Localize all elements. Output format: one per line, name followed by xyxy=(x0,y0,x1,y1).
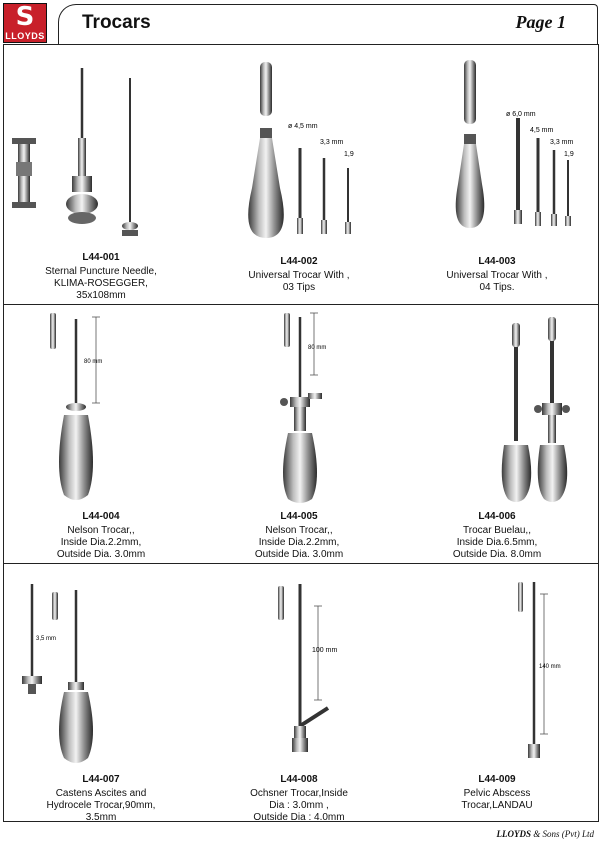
dim-label: 3,3 mm xyxy=(550,139,574,146)
product-card[interactable] xyxy=(200,305,398,563)
product-card[interactable] xyxy=(200,564,398,822)
product-code: L44-008 xyxy=(280,774,318,785)
page-header xyxy=(0,0,600,46)
product-description: Ochsner Trocar,Inside Dia : 3.0mm , Outside Dia : 4.0mm xyxy=(250,788,348,823)
dim-label: 4,5 mm xyxy=(530,127,554,134)
universal-trocar-3-tips-image xyxy=(200,58,398,248)
product-card[interactable] xyxy=(2,564,200,822)
dim-label: 100 mm xyxy=(312,647,338,654)
dim-label: 80 mm xyxy=(308,345,327,351)
product-description: Trocar Buelau,, Inside Dia.6.5mm, Outside Dia. 8.0mm xyxy=(452,525,542,560)
footer-brand: LLOYDS xyxy=(496,829,531,839)
product-card[interactable] xyxy=(398,46,596,304)
product-description: Sternal Puncture Needle, KLIMA-ROSEGGER, 35x108mm xyxy=(45,266,157,301)
product-card[interactable] xyxy=(2,305,200,563)
dim-label: 3,3 mm xyxy=(320,139,344,146)
pelvic-abscess-trocar-image xyxy=(398,576,596,766)
footer-company: & Sons (Pvt) Ltd xyxy=(531,829,594,839)
dim-label: 1,9 xyxy=(344,151,354,158)
product-code: L44-009 xyxy=(478,774,516,785)
trocar-buelau-image xyxy=(398,309,596,505)
nelson-trocar-stopcock-image xyxy=(200,309,398,505)
universal-trocar-4-tips-image xyxy=(398,58,596,248)
product-description: Nelson Trocar,, Inside Dia.2.2mm, Outside Dia. 3.0mm xyxy=(56,525,146,560)
page-title: Trocars xyxy=(82,12,151,33)
dim-label: 1,9 xyxy=(564,151,574,158)
page-footer xyxy=(497,829,595,839)
product-code: L44-005 xyxy=(280,511,318,522)
product-description: Universal Trocar With , 03 Tips xyxy=(248,270,350,293)
product-code: L44-003 xyxy=(478,256,516,267)
product-code: L44-007 xyxy=(82,774,120,785)
product-code: L44-004 xyxy=(82,511,120,522)
product-description: Universal Trocar With , 04 Tips. xyxy=(446,270,548,293)
castens-trocar-image xyxy=(2,576,200,766)
dim-label: 3,5 mm xyxy=(36,636,57,642)
nelson-trocar-image xyxy=(2,309,200,505)
sternal-needle-image xyxy=(2,58,200,248)
dim-label: ø 4,5 mm xyxy=(288,123,318,130)
dim-label: 140 mm xyxy=(539,664,561,670)
product-code: L44-006 xyxy=(478,511,516,522)
dim-label: ø 6,0 mm xyxy=(506,111,536,118)
page-number: Page 1 xyxy=(515,12,566,32)
product-card[interactable] xyxy=(2,46,200,304)
product-description: Pelvic Abscess Trocar,LANDAU xyxy=(461,788,533,811)
product-code: L44-001 xyxy=(82,252,120,263)
product-description: Nelson Trocar,, Inside Dia.2.2mm, Outside Dia. 3.0mm xyxy=(254,525,344,560)
lloyds-logo xyxy=(3,3,47,43)
product-card[interactable] xyxy=(398,305,596,563)
ochsner-trocar-image xyxy=(200,576,398,766)
dim-label: 80 mm xyxy=(84,359,103,365)
product-card[interactable] xyxy=(398,564,596,822)
logo-text: LLOYDS xyxy=(5,31,45,41)
logo-letter: S xyxy=(15,2,35,32)
product-card[interactable] xyxy=(200,46,398,304)
product-code: L44-002 xyxy=(280,256,318,267)
product-description: Castens Ascites and Hydrocele Trocar,90mm, 3.5mm xyxy=(46,788,156,823)
